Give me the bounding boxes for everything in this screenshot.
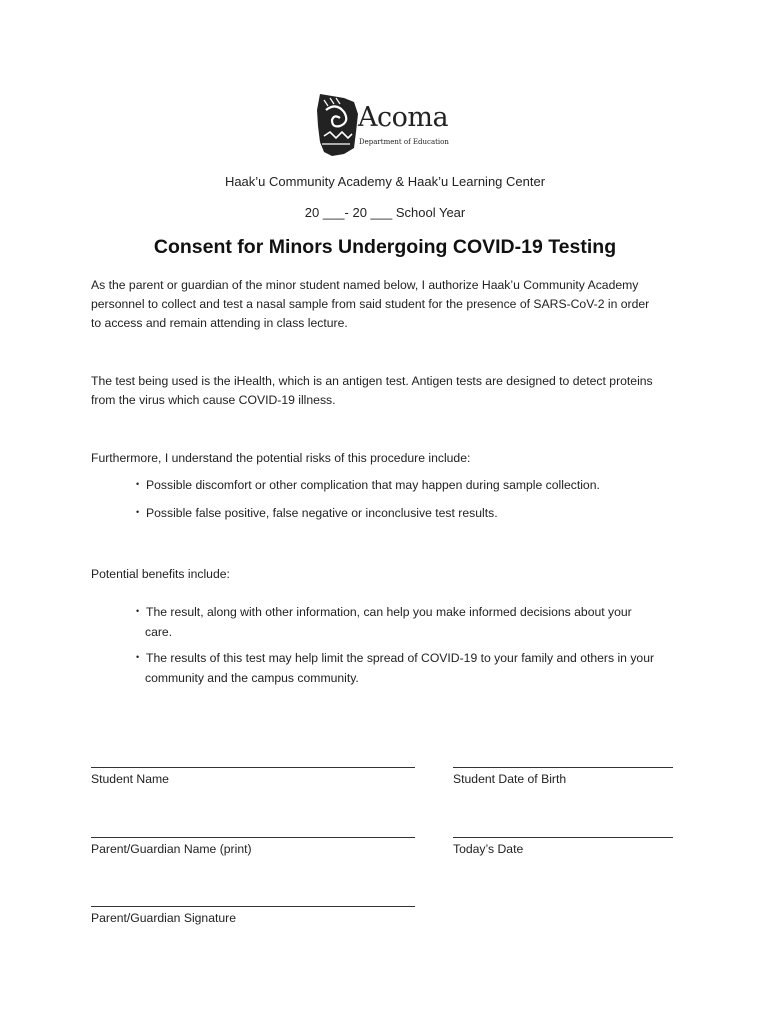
test-line: from the virus which cause COVID-19 illness. [91, 393, 336, 407]
bullet-icon: • [136, 507, 140, 517]
benefit-text: The results of this test may help limit the spread of COVID-19 to your family and others in your [146, 651, 655, 665]
guardian-name-line[interactable] [91, 837, 415, 838]
test-line: The test being used is the iHealth, which is an antigen test. Antigen tests are designed to detect proteins [91, 374, 653, 388]
authorization-paragraph [91, 276, 691, 333]
student-dob-label: Student Date of Birth [453, 772, 567, 786]
student-name-label: Student Name [91, 772, 169, 786]
benefit-item [136, 601, 696, 642]
guardian-signature-line[interactable] [91, 906, 415, 907]
risk-text: Possible discomfort or other complication that may happen during sample collection. [146, 478, 600, 492]
todays-date-label: Today’s Date [453, 842, 524, 856]
bullet-icon: • [136, 606, 140, 616]
school-year: 20 ___- 20 ___ School Year [304, 205, 466, 220]
benefit-text-cont: care. [145, 625, 173, 639]
logo-wordmark: Acoma [358, 102, 449, 133]
logo-subtitle: Department of Education [359, 138, 449, 146]
risk-item [136, 502, 696, 523]
todays-date-line[interactable] [453, 837, 673, 838]
risk-text: Possible false positive, false negative or inconclusive test results. [146, 506, 498, 520]
student-dob-line[interactable] [453, 767, 673, 768]
document-title: Consent for Minors Undergoing COVID-19 Testing [153, 236, 617, 258]
benefits-intro: Potential benefits include: [91, 567, 230, 581]
school-name: Haak’u Community Academy & Haak’u Learning Center [224, 174, 546, 189]
guardian-signature-label: Parent/Guardian Signature [91, 911, 236, 925]
bullet-icon: • [136, 479, 140, 489]
authorization-line: personnel to collect and test a nasal sample from said student for the presence of SARS-CoV-2 in order [91, 297, 650, 311]
acoma-pottery-icon [314, 92, 362, 162]
risk-item [136, 474, 696, 495]
guardian-name-label: Parent/Guardian Name (print) [91, 842, 252, 856]
benefit-item [136, 647, 696, 688]
risks-intro: Furthermore, I understand the potential risks of this procedure include: [91, 451, 471, 465]
benefit-text-cont: community and the campus community. [145, 671, 359, 685]
test-paragraph [91, 372, 691, 410]
acoma-logo [314, 92, 449, 162]
student-name-line[interactable] [91, 767, 415, 768]
benefit-text: The result, along with other information, can help you make informed decisions about your [146, 605, 632, 619]
authorization-line: to access and remain attending in class lecture. [91, 316, 348, 330]
bullet-icon: • [136, 652, 140, 662]
authorization-line: As the parent or guardian of the minor student named below, I authorize Haak’u Community Academy [91, 278, 639, 292]
